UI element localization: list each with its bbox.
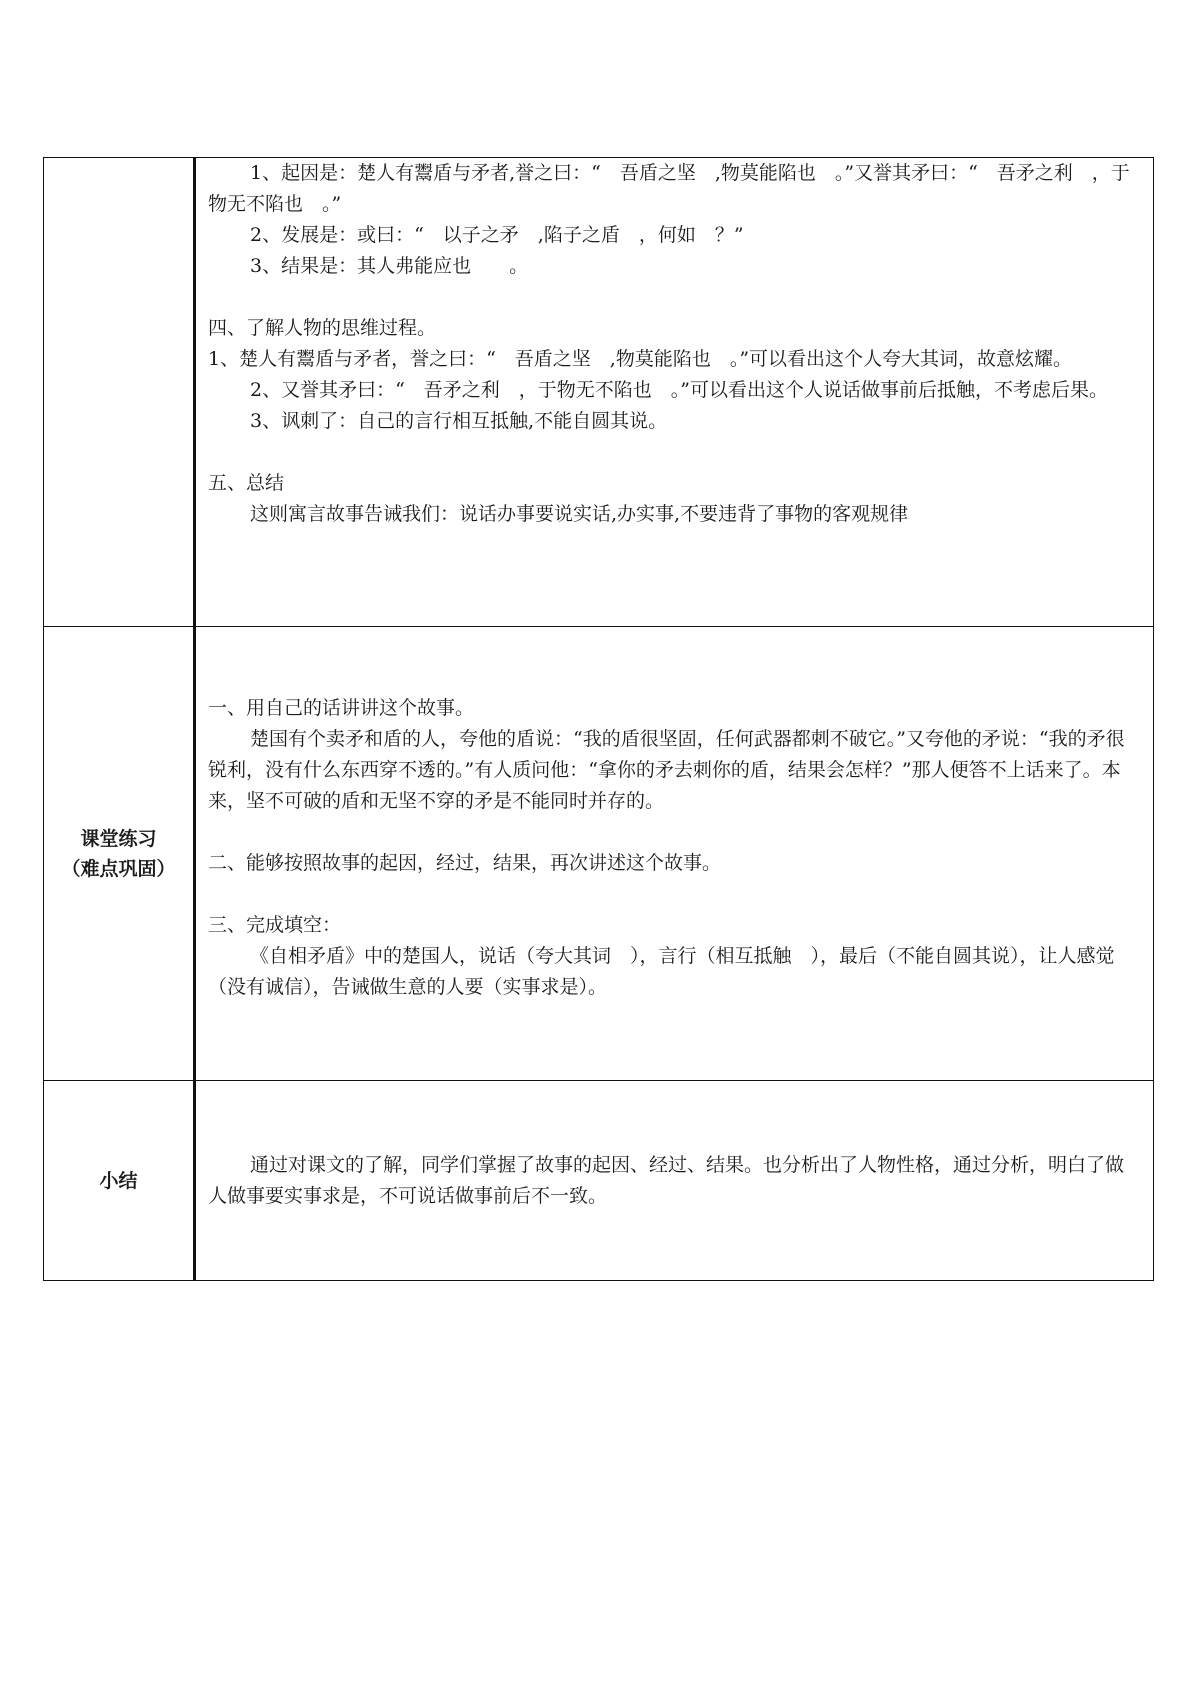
exercise-1-text: 楚国有个卖矛和盾的人，夸他的盾说：“我的盾很坚固，任何武器都刺不破它。”又夸他的矛说：“我的矛很锐利，没有什么东西穿不透的。”有人质问他：“拿你的矛去刺你的盾，结果会怎样？”那人便答不上话来了。本来，坚不可破的盾和无坚不穿的矛是不能同时并存的。 (208, 728, 1125, 812)
part5-heading: 五、总结 (208, 472, 285, 494)
exercise-1-heading: 一、用自己的话讲讲这个故事。 (208, 697, 475, 719)
table-row-summary (44, 1081, 1154, 1281)
lesson-plan-table (43, 157, 1154, 1281)
exercise-3-heading: 三、完成填空： (208, 914, 342, 936)
part4-item-1: 1、楚人有鬻盾与矛者，誉之曰：“ 吾盾之坚 ,物莫能陷也 。”可以看出这个人夸大其词，故意炫耀。 (208, 348, 1073, 370)
summary-cell (195, 1081, 1154, 1281)
practice-cell (195, 627, 1154, 1081)
part4-item-2: 2、又誉其矛曰：“ 吾矛之利 ，于物无不陷也 。”可以看出这个人说话做事前后抵触，不考虑后果。 (250, 379, 1109, 401)
exercise-3-text: 《自相矛盾》中的楚国人，说话（夸大其词 ），言行（相互抵触 ），最后（不能自圆其说），让人感觉（没有诚信），告诫做生意的人要（实事求是）。 (208, 945, 1115, 998)
row-label-empty (44, 158, 195, 627)
part5-text: 这则寓言故事告诫我们：说话办事要说实话,办实事,不要违背了事物的客观规律 (250, 503, 909, 525)
practice-label-line1: 课堂练习 (80, 827, 157, 850)
row-label-practice (44, 627, 195, 1081)
story-development: 2、发展是：或曰：“ 以子之矛 ,陷子之盾 ，何如 ？” (250, 224, 744, 246)
part4-item-3: 3、讽刺了：自己的言行相互抵触,不能自圆其说。 (250, 410, 668, 432)
story-analysis-cell (195, 158, 1154, 627)
story-result: 3、结果是：其人弗能应也 。 (250, 255, 529, 277)
story-cause: 1、起因是：楚人有鬻盾与矛者,誉之曰：“ 吾盾之坚 ,物莫能陷也 。”又誉其矛曰：“ 吾矛之利 ，于物无不陷也 。” (208, 162, 1130, 215)
exercise-2-heading: 二、能够按照故事的起因，经过，结果，再次讲述这个故事。 (208, 852, 722, 874)
table-row-practice (44, 627, 1154, 1081)
summary-text: 通过对课文的了解，同学们掌握了故事的起因、经过、结果。也分析出了人物性格，通过分析，明白了做人做事要实事求是，不可说话做事前后不一致。 (208, 1153, 1125, 1207)
table-row-story-analysis (44, 158, 1154, 627)
part4-heading: 四、了解人物的思维过程。 (208, 317, 437, 339)
row-label-summary: 小结 (44, 1081, 195, 1281)
practice-label-line2: （难点巩固） (61, 857, 176, 880)
